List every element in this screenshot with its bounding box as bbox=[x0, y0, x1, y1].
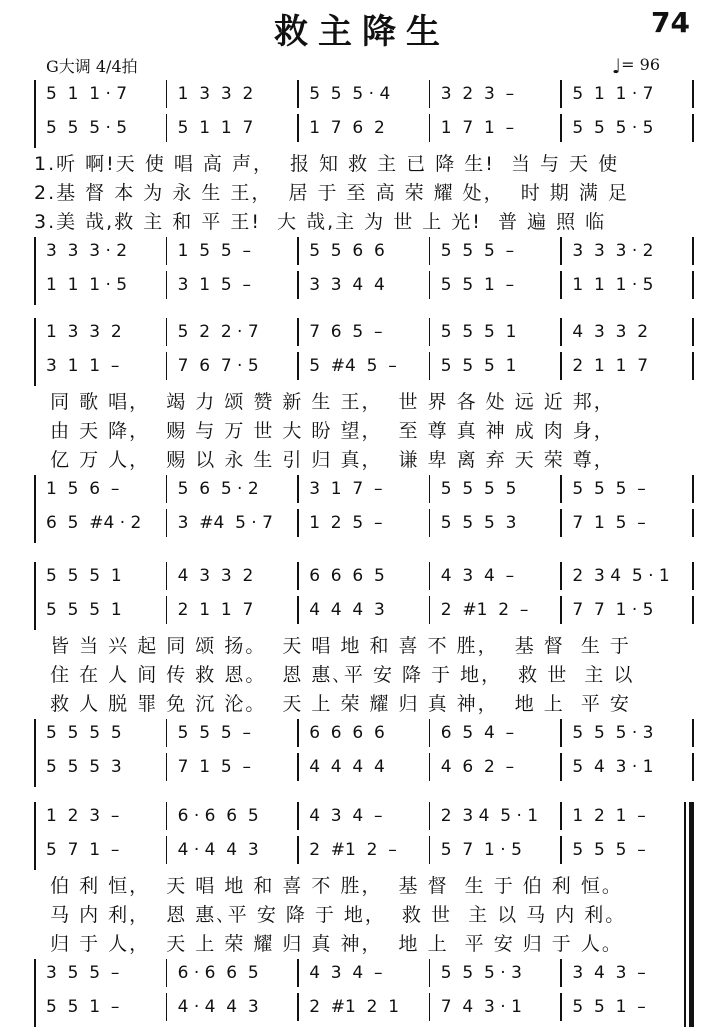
rows-row bbox=[34, 352, 692, 380]
bar-line bbox=[166, 80, 168, 108]
bar-line bbox=[560, 836, 562, 864]
system-start-line bbox=[34, 318, 36, 386]
measure: 5 5 5 · 4 bbox=[309, 84, 391, 104]
bar-line bbox=[166, 836, 168, 864]
measure: 6 5 4 – bbox=[440, 723, 515, 743]
measure: 5 1 1 · 7 bbox=[46, 84, 128, 104]
bar-line bbox=[429, 509, 431, 537]
bar-line bbox=[560, 596, 562, 624]
measure: 4 3 3 2 bbox=[572, 322, 649, 342]
system-start-line bbox=[34, 719, 36, 787]
bar-line bbox=[560, 114, 562, 142]
bar-line bbox=[166, 802, 168, 830]
system-start-line bbox=[34, 237, 36, 305]
measure: 5 5 1 – bbox=[572, 997, 646, 1017]
measure: 5 5 5 – bbox=[572, 479, 646, 499]
measure: 4 3 4 – bbox=[440, 566, 515, 586]
lyric-line-verse-3: 3.美 哉,救 主 和 平 王! 大 哉,主 为 世 上 光! 普 遍 照 临 bbox=[34, 211, 607, 233]
rows-row bbox=[34, 114, 692, 142]
bar-line bbox=[297, 562, 299, 590]
bar-line bbox=[297, 80, 299, 108]
measure: 5 5 5 · 3 bbox=[572, 723, 654, 743]
measure: 5 7 1 · 5 bbox=[440, 840, 522, 860]
measure: 2 #1 2 – bbox=[309, 840, 397, 860]
bar-line bbox=[692, 719, 694, 747]
measure: 5 5 5 – bbox=[440, 241, 515, 261]
bar-line bbox=[297, 475, 299, 503]
bar-line bbox=[166, 719, 168, 747]
system-start-line bbox=[34, 562, 36, 630]
measure: 5 5 5 · 5 bbox=[572, 118, 654, 138]
rows_after-row bbox=[34, 993, 692, 1021]
bar-line bbox=[692, 318, 694, 346]
bar-line bbox=[560, 352, 562, 380]
measure: 4 3 3 2 bbox=[177, 566, 254, 586]
bar-line bbox=[297, 509, 299, 537]
measure: 5 5 6 6 bbox=[309, 241, 385, 261]
measure: 2 #1 2 1 bbox=[309, 997, 400, 1017]
measure: 5 5 5 – bbox=[177, 723, 251, 743]
lyric-line-verse-3: 救 人 脱 罪 免 沉 沦。 天 上 荣 耀 归 真 神， 地 上 平 安 bbox=[34, 693, 631, 715]
measure: 1 2 3 – bbox=[46, 806, 120, 826]
bar-line bbox=[297, 753, 299, 781]
bar-line bbox=[429, 237, 431, 265]
measure: 6 · 6 6 5 bbox=[177, 806, 259, 826]
lyric-line-verse-3: 归 于 人， 天 上 荣 耀 归 真 神， 地 上 平 安 归 于 人。 bbox=[34, 933, 623, 955]
measure: 3 3 4 4 bbox=[309, 275, 385, 295]
bar-line bbox=[166, 318, 168, 346]
measure: 4 4 4 4 bbox=[309, 757, 385, 777]
measure: 5 5 5 1 bbox=[440, 322, 517, 342]
final-bar-thin bbox=[684, 802, 686, 1027]
bar-line bbox=[560, 475, 562, 503]
bar-line bbox=[429, 719, 431, 747]
rows_after-row bbox=[34, 271, 692, 299]
bar-line bbox=[297, 237, 299, 265]
bar-line bbox=[297, 959, 299, 987]
system-start-line bbox=[34, 802, 36, 870]
measure: 5 5 1 – bbox=[46, 997, 120, 1017]
measure: 5 5 5 1 bbox=[46, 600, 122, 620]
bar-line bbox=[166, 753, 168, 781]
measure: 3 3 3 · 2 bbox=[46, 241, 128, 261]
measure: 5 5 5 5 bbox=[46, 723, 122, 743]
measure: 6 5 #4 · 2 bbox=[46, 513, 142, 533]
system-start-line bbox=[34, 80, 36, 148]
system-start-line bbox=[34, 959, 36, 1027]
measure: 5 #4 5 – bbox=[309, 356, 397, 376]
measure: 5 5 5 · 3 bbox=[440, 963, 522, 983]
measure: 5 1 1 · 7 bbox=[572, 84, 654, 104]
key-meter: G大调 4/4拍 bbox=[46, 57, 138, 76]
measure: 4 6 2 – bbox=[440, 757, 515, 777]
bar-line bbox=[692, 753, 694, 781]
measure: 4 3 4 – bbox=[309, 806, 383, 826]
bar-line bbox=[166, 114, 168, 142]
lyric-line-verse-2: 由 天 降， 赐 与 万 世 大 盼 望， 至 尊 真 神 成 肉 身， bbox=[34, 420, 615, 442]
measure: 3 1 1 – bbox=[46, 356, 120, 376]
measure: 1 2 1 – bbox=[572, 806, 646, 826]
lyric-line-verse-2: 住 在 人 间 传 救 恩。 恩 惠､平 安 降 于 地， 救 世 主 以 bbox=[34, 664, 635, 686]
bar-line bbox=[560, 271, 562, 299]
music-system-3 bbox=[34, 562, 692, 782]
bar-line bbox=[166, 475, 168, 503]
bar-line bbox=[560, 802, 562, 830]
bar-line bbox=[429, 352, 431, 380]
rows-row bbox=[34, 836, 692, 864]
bar-line bbox=[297, 271, 299, 299]
tempo-value: = 96 bbox=[621, 55, 660, 74]
measure: 6 6 6 5 bbox=[309, 566, 385, 586]
rows_after-row bbox=[34, 475, 692, 503]
bar-line bbox=[692, 80, 694, 108]
bar-line bbox=[297, 802, 299, 830]
measure: 2 3 4 5 · 1 bbox=[572, 566, 670, 586]
bar-line bbox=[297, 993, 299, 1021]
bar-line bbox=[297, 596, 299, 624]
bar-line bbox=[560, 993, 562, 1021]
measure: 5 2 2 · 7 bbox=[177, 322, 259, 342]
bar-line bbox=[166, 959, 168, 987]
measure: 5 5 5 3 bbox=[46, 757, 122, 777]
measure: 7 1 5 – bbox=[177, 757, 251, 777]
bar-line bbox=[692, 114, 694, 142]
bar-line bbox=[166, 596, 168, 624]
bar-line bbox=[297, 836, 299, 864]
bar-line bbox=[560, 509, 562, 537]
bar-line bbox=[692, 352, 694, 380]
bar-line bbox=[166, 352, 168, 380]
bar-line bbox=[297, 318, 299, 346]
bar-line bbox=[692, 475, 694, 503]
bar-line bbox=[560, 562, 562, 590]
lyric-line-verse-2: 马 内 利， 恩 惠､平 安 降 于 地， 救 世 主 以 马 内 利。 bbox=[34, 904, 627, 926]
bar-line bbox=[429, 475, 431, 503]
bar-line bbox=[297, 352, 299, 380]
bar-line bbox=[429, 959, 431, 987]
measure: 7 1 5 – bbox=[572, 513, 646, 533]
hymn-number: 74 bbox=[651, 6, 690, 39]
music-system-4 bbox=[34, 802, 692, 1022]
bar-line bbox=[297, 719, 299, 747]
rows_after-row bbox=[34, 509, 692, 537]
measure: 2 #1 2 – bbox=[440, 600, 529, 620]
lyric-line-verse-1: 伯 利 恒， 天 唱 地 和 喜 不 胜， 基 督 生 于 伯 利 恒。 bbox=[34, 875, 623, 897]
measure: 6 · 6 6 5 bbox=[177, 963, 259, 983]
measure: 3 3 3 · 2 bbox=[572, 241, 654, 261]
measure: 5 5 5 5 bbox=[440, 479, 517, 499]
bar-line bbox=[166, 271, 168, 299]
rows-row bbox=[34, 318, 692, 346]
measure: 7 4 3 · 1 bbox=[440, 997, 522, 1017]
bar-line bbox=[297, 114, 299, 142]
measure: 5 5 5 1 bbox=[46, 566, 122, 586]
bar-line bbox=[429, 753, 431, 781]
bar-line bbox=[166, 237, 168, 265]
measure: 5 5 5 · 5 bbox=[46, 118, 128, 138]
bar-line bbox=[692, 562, 694, 590]
final-bar-thick bbox=[689, 802, 694, 1027]
bar-line bbox=[692, 271, 694, 299]
bar-line bbox=[429, 993, 431, 1021]
measure: 4 4 4 3 bbox=[309, 600, 385, 620]
measure: 4 · 4 4 3 bbox=[177, 997, 259, 1017]
lyric-line-verse-1: 1.听 啊!天 使 唱 高 声， 报 知 救 主 已 降 生! 当 与 天 使 bbox=[34, 153, 620, 175]
measure: 5 7 1 – bbox=[46, 840, 120, 860]
measure: 5 5 1 – bbox=[440, 275, 515, 295]
system-start-line bbox=[34, 475, 36, 543]
bar-line bbox=[429, 271, 431, 299]
bar-line bbox=[429, 802, 431, 830]
rows-row bbox=[34, 562, 692, 590]
bar-line bbox=[692, 509, 694, 537]
rows-row bbox=[34, 596, 692, 624]
rows_after-row bbox=[34, 719, 692, 747]
tempo-marking bbox=[612, 54, 660, 78]
measure: 3 2 3 – bbox=[440, 84, 515, 104]
measure: 5 1 1 7 bbox=[177, 118, 254, 138]
bar-line bbox=[166, 993, 168, 1021]
measure: 3 4 3 – bbox=[572, 963, 646, 983]
quarter-note-icon: ♩ bbox=[611, 54, 622, 78]
lyric-line-verse-2: 2.基 督 本 为 永 生 王， 居 于 至 高 荣 耀 处， 时 期 满 足 bbox=[34, 182, 629, 204]
bar-line bbox=[429, 836, 431, 864]
measure: 1 3 3 2 bbox=[177, 84, 254, 104]
music-system-2 bbox=[34, 318, 692, 538]
measure: 6 6 6 6 bbox=[309, 723, 385, 743]
lyric-line-verse-1: 同 歌 唱， 竭 力 颂 赞 新 生 王， 世 界 各 处 远 近 邦， bbox=[34, 391, 615, 413]
measure: 4 · 4 4 3 bbox=[177, 840, 259, 860]
bar-line bbox=[560, 959, 562, 987]
bar-line bbox=[166, 562, 168, 590]
bar-line bbox=[166, 509, 168, 537]
measure: 5 5 5 – bbox=[572, 840, 646, 860]
bar-line bbox=[560, 753, 562, 781]
bar-line bbox=[692, 237, 694, 265]
measure: 1 3 3 2 bbox=[46, 322, 122, 342]
lyric-line-verse-3: 亿 万 人， 赐 以 永 生 引 归 真， 谦 卑 离 弃 天 荣 尊， bbox=[34, 449, 615, 471]
measure: 5 6 5 · 2 bbox=[177, 479, 259, 499]
measure: 2 1 1 7 bbox=[177, 600, 254, 620]
measure: 5 4 3 · 1 bbox=[572, 757, 654, 777]
measure: 3 1 7 – bbox=[309, 479, 383, 499]
measure: 7 6 5 – bbox=[309, 322, 383, 342]
measure: 2 3 4 5 · 1 bbox=[440, 806, 539, 826]
measure: 3 5 5 – bbox=[46, 963, 120, 983]
measure: 1 5 5 – bbox=[177, 241, 251, 261]
measure: 1 7 6 2 bbox=[309, 118, 385, 138]
measure: 1 5 6 – bbox=[46, 479, 120, 499]
measure: 1 1 1 · 5 bbox=[572, 275, 654, 295]
bar-line bbox=[692, 596, 694, 624]
measure: 1 7 1 – bbox=[440, 118, 515, 138]
rows_after-row bbox=[34, 237, 692, 265]
rows-row bbox=[34, 80, 692, 108]
rows_after-row bbox=[34, 753, 692, 781]
hymn-title: 救主降生 bbox=[274, 12, 450, 52]
rows_after-row bbox=[34, 959, 692, 987]
bar-line bbox=[429, 80, 431, 108]
measure: 7 7 1 · 5 bbox=[572, 600, 654, 620]
bar-line bbox=[429, 114, 431, 142]
bar-line bbox=[560, 719, 562, 747]
measure: 5 5 5 1 bbox=[440, 356, 517, 376]
bar-line bbox=[429, 596, 431, 624]
bar-line bbox=[429, 318, 431, 346]
bar-line bbox=[429, 562, 431, 590]
measure: 3 #4 5 · 7 bbox=[177, 513, 273, 533]
measure: 3 1 5 – bbox=[177, 275, 251, 295]
measure: 1 2 5 – bbox=[309, 513, 383, 533]
lyric-line-verse-1: 皆 当 兴 起 同 颂 扬。 天 唱 地 和 喜 不 胜， 基 督 生 于 bbox=[34, 635, 631, 657]
bar-line bbox=[560, 318, 562, 346]
measure: 5 5 5 3 bbox=[440, 513, 517, 533]
measure: 7 6 7 · 5 bbox=[177, 356, 259, 376]
bar-line bbox=[560, 237, 562, 265]
rows-row bbox=[34, 802, 692, 830]
measure: 1 1 1 · 5 bbox=[46, 275, 128, 295]
measure: 4 3 4 – bbox=[309, 963, 383, 983]
music-system-1 bbox=[34, 80, 692, 300]
measure: 2 1 1 7 bbox=[572, 356, 649, 376]
bar-line bbox=[560, 80, 562, 108]
